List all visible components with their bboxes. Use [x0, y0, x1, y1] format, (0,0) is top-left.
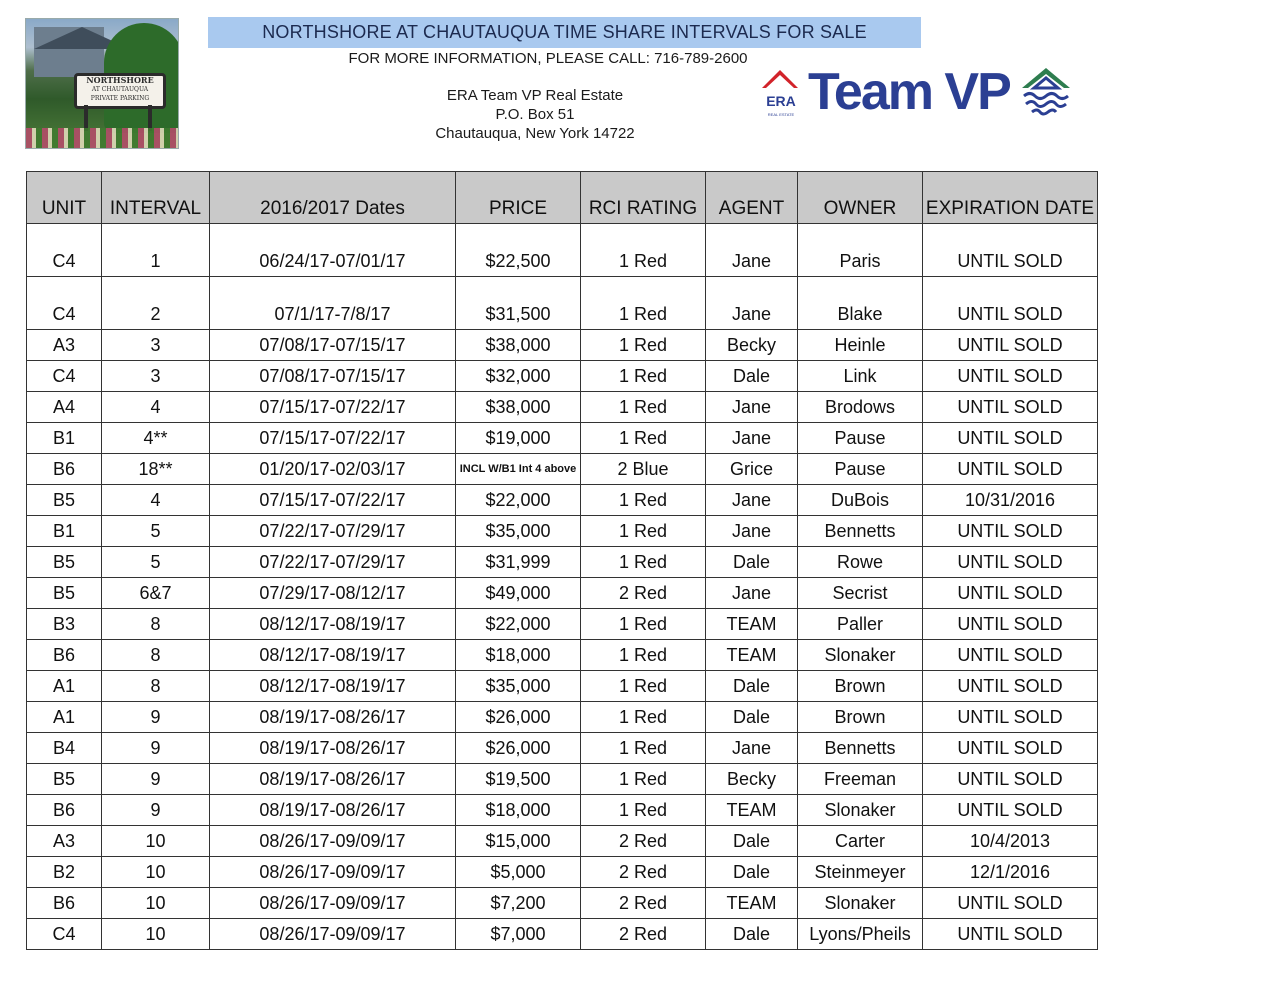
table-body — [27, 224, 1098, 950]
cell-agent: TEAM — [706, 609, 798, 640]
cell-interval: 9 — [102, 733, 210, 764]
col-rci-rating: RCI RATING — [581, 172, 706, 224]
cell-owner: Carter — [798, 826, 923, 857]
cell-agent: Jane — [706, 392, 798, 423]
cell-expiration: 10/31/2016 — [923, 485, 1098, 516]
cell-owner: Heinle — [798, 330, 923, 361]
cell-expiration: UNTIL SOLD — [923, 702, 1098, 733]
cell-dates: 08/19/17-08/26/17 — [210, 702, 456, 733]
cell-unit: C4 — [27, 277, 102, 330]
cell-owner: Brodows — [798, 392, 923, 423]
cell-interval: 8 — [102, 609, 210, 640]
cell-interval: 6&7 — [102, 578, 210, 609]
cell-unit: A1 — [27, 702, 102, 733]
cell-rci: 2 Blue — [581, 454, 706, 485]
cell-interval: 9 — [102, 702, 210, 733]
col-price: PRICE — [456, 172, 581, 224]
cell-owner: Link — [798, 361, 923, 392]
cell-rci: 1 Red — [581, 640, 706, 671]
cell-dates: 08/26/17-09/09/17 — [210, 919, 456, 950]
cell-dates: 08/19/17-08/26/17 — [210, 764, 456, 795]
table-row — [27, 423, 1098, 454]
cell-dates: 08/12/17-08/19/17 — [210, 609, 456, 640]
cell-interval: 10 — [102, 826, 210, 857]
cell-expiration: UNTIL SOLD — [923, 392, 1098, 423]
cell-interval: 4 — [102, 485, 210, 516]
table-row — [27, 795, 1098, 826]
cell-dates: 01/20/17-02/03/17 — [210, 454, 456, 485]
cell-dates: 08/26/17-09/09/17 — [210, 857, 456, 888]
cell-owner: Paris — [798, 224, 923, 277]
cell-price: $26,000 — [456, 702, 581, 733]
cell-expiration: UNTIL SOLD — [923, 361, 1098, 392]
table-row — [27, 671, 1098, 702]
table-row — [27, 857, 1098, 888]
cell-agent: Dale — [706, 857, 798, 888]
cell-expiration: UNTIL SOLD — [923, 423, 1098, 454]
cell-unit: B6 — [27, 454, 102, 485]
cell-interval: 5 — [102, 547, 210, 578]
cell-rci: 1 Red — [581, 516, 706, 547]
cell-price: $32,000 — [456, 361, 581, 392]
cell-expiration: UNTIL SOLD — [923, 609, 1098, 640]
cell-owner: Brown — [798, 671, 923, 702]
address-line-1: ERA Team VP Real Estate — [446, 87, 624, 104]
cell-rci: 1 Red — [581, 277, 706, 330]
cell-rci: 1 Red — [581, 702, 706, 733]
cell-dates: 08/26/17-09/09/17 — [210, 888, 456, 919]
cell-rci: 2 Red — [581, 578, 706, 609]
cell-price: $26,000 — [456, 733, 581, 764]
cell-unit: B6 — [27, 640, 102, 671]
address-line-3: Chautauqua, New York 14722 — [435, 125, 635, 142]
cell-price: $22,000 — [456, 485, 581, 516]
cell-expiration: UNTIL SOLD — [923, 640, 1098, 671]
cell-rci: 2 Red — [581, 888, 706, 919]
cell-owner: DuBois — [798, 485, 923, 516]
cell-interval: 9 — [102, 795, 210, 826]
cell-price: $18,000 — [456, 795, 581, 826]
era-badge — [762, 70, 798, 117]
cell-rci: 1 Red — [581, 423, 706, 454]
col-owner: OWNER — [798, 172, 923, 224]
property-sign: NORTHSHORE AT CHAUTAUQUA PRIVATE PARKING — [74, 73, 166, 109]
cell-unit: B2 — [27, 857, 102, 888]
table-row — [27, 224, 1098, 277]
table-row — [27, 640, 1098, 671]
cell-rci: 1 Red — [581, 547, 706, 578]
cell-rci: 1 Red — [581, 224, 706, 277]
cell-owner: Bennetts — [798, 733, 923, 764]
cell-interval: 1 — [102, 224, 210, 277]
brand-name: Team VP — [808, 63, 1010, 121]
cell-dates: 08/26/17-09/09/17 — [210, 826, 456, 857]
cell-owner: Paller — [798, 609, 923, 640]
table-row — [27, 454, 1098, 485]
cell-unit: B6 — [27, 888, 102, 919]
svg-text:ERA: ERA — [766, 93, 796, 109]
cell-interval: 3 — [102, 361, 210, 392]
cell-agent: Jane — [706, 277, 798, 330]
cell-interval: 10 — [102, 857, 210, 888]
cell-price: $15,000 — [456, 826, 581, 857]
cell-expiration: UNTIL SOLD — [923, 330, 1098, 361]
cell-price: $18,000 — [456, 640, 581, 671]
property-photo — [25, 18, 179, 149]
cell-agent: Becky — [706, 764, 798, 795]
cell-unit: B4 — [27, 733, 102, 764]
cell-interval: 8 — [102, 640, 210, 671]
cell-owner: Brown — [798, 702, 923, 733]
cell-dates: 06/24/17-07/01/17 — [210, 224, 456, 277]
cell-interval: 3 — [102, 330, 210, 361]
cell-agent: Jane — [706, 733, 798, 764]
cell-interval: 18** — [102, 454, 210, 485]
cell-unit: A1 — [27, 671, 102, 702]
table-row — [27, 547, 1098, 578]
cell-expiration: UNTIL SOLD — [923, 578, 1098, 609]
cell-price: $22,500 — [456, 224, 581, 277]
cell-expiration: 10/4/2013 — [923, 826, 1098, 857]
cell-agent: Becky — [706, 330, 798, 361]
cell-expiration: UNTIL SOLD — [923, 224, 1098, 277]
cell-dates: 07/22/17-07/29/17 — [210, 516, 456, 547]
cell-unit: C4 — [27, 224, 102, 277]
cell-expiration: UNTIL SOLD — [923, 454, 1098, 485]
cell-price: $38,000 — [456, 392, 581, 423]
cell-price: $31,500 — [456, 277, 581, 330]
table-header-row — [27, 172, 1098, 224]
cell-expiration: 12/1/2016 — [923, 857, 1098, 888]
cell-agent: Jane — [706, 485, 798, 516]
cell-agent: TEAM — [706, 640, 798, 671]
col-expiration: EXPIRATION DATE — [923, 172, 1098, 224]
flower-bed — [26, 128, 178, 148]
cell-price: $7,000 — [456, 919, 581, 950]
table-row — [27, 733, 1098, 764]
col-interval: INTERVAL — [102, 172, 210, 224]
cell-unit: B5 — [27, 764, 102, 795]
cell-price: $31,999 — [456, 547, 581, 578]
cell-interval: 2 — [102, 277, 210, 330]
table-row — [27, 702, 1098, 733]
cell-owner: Steinmeyer — [798, 857, 923, 888]
table-row — [27, 888, 1098, 919]
cell-agent: Jane — [706, 224, 798, 277]
cell-interval: 9 — [102, 764, 210, 795]
house-shape — [34, 27, 104, 77]
cell-dates: 08/12/17-08/19/17 — [210, 671, 456, 702]
cell-expiration: UNTIL SOLD — [923, 919, 1098, 950]
cell-rci: 1 Red — [581, 609, 706, 640]
cell-owner: Pause — [798, 454, 923, 485]
cell-unit: A4 — [27, 392, 102, 423]
cell-dates: 07/15/17-07/22/17 — [210, 392, 456, 423]
contact-line: FOR MORE INFORMATION, PLEASE CALL: 716-789-2600 — [348, 50, 748, 67]
table-row — [27, 277, 1098, 330]
cell-expiration: UNTIL SOLD — [923, 516, 1098, 547]
table-row — [27, 919, 1098, 950]
cell-price: $35,000 — [456, 671, 581, 702]
cell-owner: Rowe — [798, 547, 923, 578]
cell-price: $35,000 — [456, 516, 581, 547]
cell-price: $5,000 — [456, 857, 581, 888]
cell-rci: 2 Red — [581, 857, 706, 888]
cell-rci: 1 Red — [581, 671, 706, 702]
cell-expiration: UNTIL SOLD — [923, 795, 1098, 826]
table-row — [27, 609, 1098, 640]
cell-unit: A3 — [27, 330, 102, 361]
cell-expiration: UNTIL SOLD — [923, 547, 1098, 578]
cell-owner: Blake — [798, 277, 923, 330]
cell-dates: 07/1/17-7/8/17 — [210, 277, 456, 330]
cell-unit: A3 — [27, 826, 102, 857]
cell-unit: C4 — [27, 361, 102, 392]
cell-rci: 1 Red — [581, 733, 706, 764]
cell-unit: B5 — [27, 547, 102, 578]
address-block — [405, 86, 665, 143]
cell-owner: Slonaker — [798, 795, 923, 826]
cell-expiration: UNTIL SOLD — [923, 671, 1098, 702]
cell-agent: Dale — [706, 671, 798, 702]
cell-agent: Dale — [706, 702, 798, 733]
cell-rci: 1 Red — [581, 392, 706, 423]
cell-agent: Jane — [706, 516, 798, 547]
cell-rci: 1 Red — [581, 764, 706, 795]
col-dates: 2016/2017 Dates — [210, 172, 456, 224]
cell-price: $49,000 — [456, 578, 581, 609]
cell-owner: Bennetts — [798, 516, 923, 547]
cell-interval: 4 — [102, 392, 210, 423]
cell-unit: B1 — [27, 516, 102, 547]
cell-dates: 08/19/17-08/26/17 — [210, 795, 456, 826]
cell-dates: 07/08/17-07/15/17 — [210, 330, 456, 361]
cell-rci: 2 Red — [581, 826, 706, 857]
cell-price: $22,000 — [456, 609, 581, 640]
cell-owner: Slonaker — [798, 888, 923, 919]
cell-owner: Lyons/Pheils — [798, 919, 923, 950]
cell-interval: 4** — [102, 423, 210, 454]
cell-rci: 1 Red — [581, 361, 706, 392]
cell-rci: 2 Red — [581, 919, 706, 950]
col-agent: AGENT — [706, 172, 798, 224]
cell-agent: Jane — [706, 423, 798, 454]
address-line-2: P.O. Box 51 — [495, 106, 575, 123]
table-row — [27, 826, 1098, 857]
cell-expiration: UNTIL SOLD — [923, 888, 1098, 919]
col-unit: UNIT — [27, 172, 102, 224]
cell-dates: 07/15/17-07/22/17 — [210, 423, 456, 454]
cell-agent: Jane — [706, 578, 798, 609]
cell-owner: Secrist — [798, 578, 923, 609]
cell-interval: 10 — [102, 919, 210, 950]
cell-agent: Dale — [706, 547, 798, 578]
table-row — [27, 392, 1098, 423]
svg-text:REAL ESTATE: REAL ESTATE — [767, 112, 795, 117]
table-row — [27, 330, 1098, 361]
cell-dates: 07/29/17-08/12/17 — [210, 578, 456, 609]
cell-owner: Pause — [798, 423, 923, 454]
cell-unit: B3 — [27, 609, 102, 640]
cell-price: INCL W/B1 Int 4 above — [456, 454, 581, 485]
cell-dates: 07/15/17-07/22/17 — [210, 485, 456, 516]
cell-agent: TEAM — [706, 888, 798, 919]
cell-expiration: UNTIL SOLD — [923, 277, 1098, 330]
intervals-table — [26, 171, 1098, 950]
cell-unit: B1 — [27, 423, 102, 454]
cell-dates: 07/22/17-07/29/17 — [210, 547, 456, 578]
cell-owner: Slonaker — [798, 640, 923, 671]
cell-rci: 1 Red — [581, 795, 706, 826]
cell-agent: TEAM — [706, 795, 798, 826]
cell-price: $7,200 — [456, 888, 581, 919]
cell-agent: Dale — [706, 826, 798, 857]
cell-expiration: UNTIL SOLD — [923, 733, 1098, 764]
cell-agent: Dale — [706, 919, 798, 950]
table-row — [27, 578, 1098, 609]
cell-dates: 07/08/17-07/15/17 — [210, 361, 456, 392]
cell-agent: Grice — [706, 454, 798, 485]
cell-interval: 5 — [102, 516, 210, 547]
cell-agent: Dale — [706, 361, 798, 392]
cell-rci: 1 Red — [581, 330, 706, 361]
cell-expiration: UNTIL SOLD — [923, 764, 1098, 795]
table-row — [27, 361, 1098, 392]
page-title: NORTHSHORE AT CHAUTAUQUA TIME SHARE INTERVALS FOR SALE — [208, 17, 921, 48]
cell-rci: 1 Red — [581, 485, 706, 516]
cell-owner: Freeman — [798, 764, 923, 795]
table-row — [27, 764, 1098, 795]
cell-unit: B6 — [27, 795, 102, 826]
cell-dates: 08/12/17-08/19/17 — [210, 640, 456, 671]
cell-unit: C4 — [27, 919, 102, 950]
table-row — [27, 516, 1098, 547]
table-row — [27, 485, 1098, 516]
cell-price: $38,000 — [456, 330, 581, 361]
cell-unit: B5 — [27, 485, 102, 516]
cell-interval: 8 — [102, 671, 210, 702]
cell-price: $19,000 — [456, 423, 581, 454]
house-waves-icon — [1022, 68, 1070, 114]
cell-interval: 10 — [102, 888, 210, 919]
cell-dates: 08/19/17-08/26/17 — [210, 733, 456, 764]
cell-unit: B5 — [27, 578, 102, 609]
cell-price: $19,500 — [456, 764, 581, 795]
